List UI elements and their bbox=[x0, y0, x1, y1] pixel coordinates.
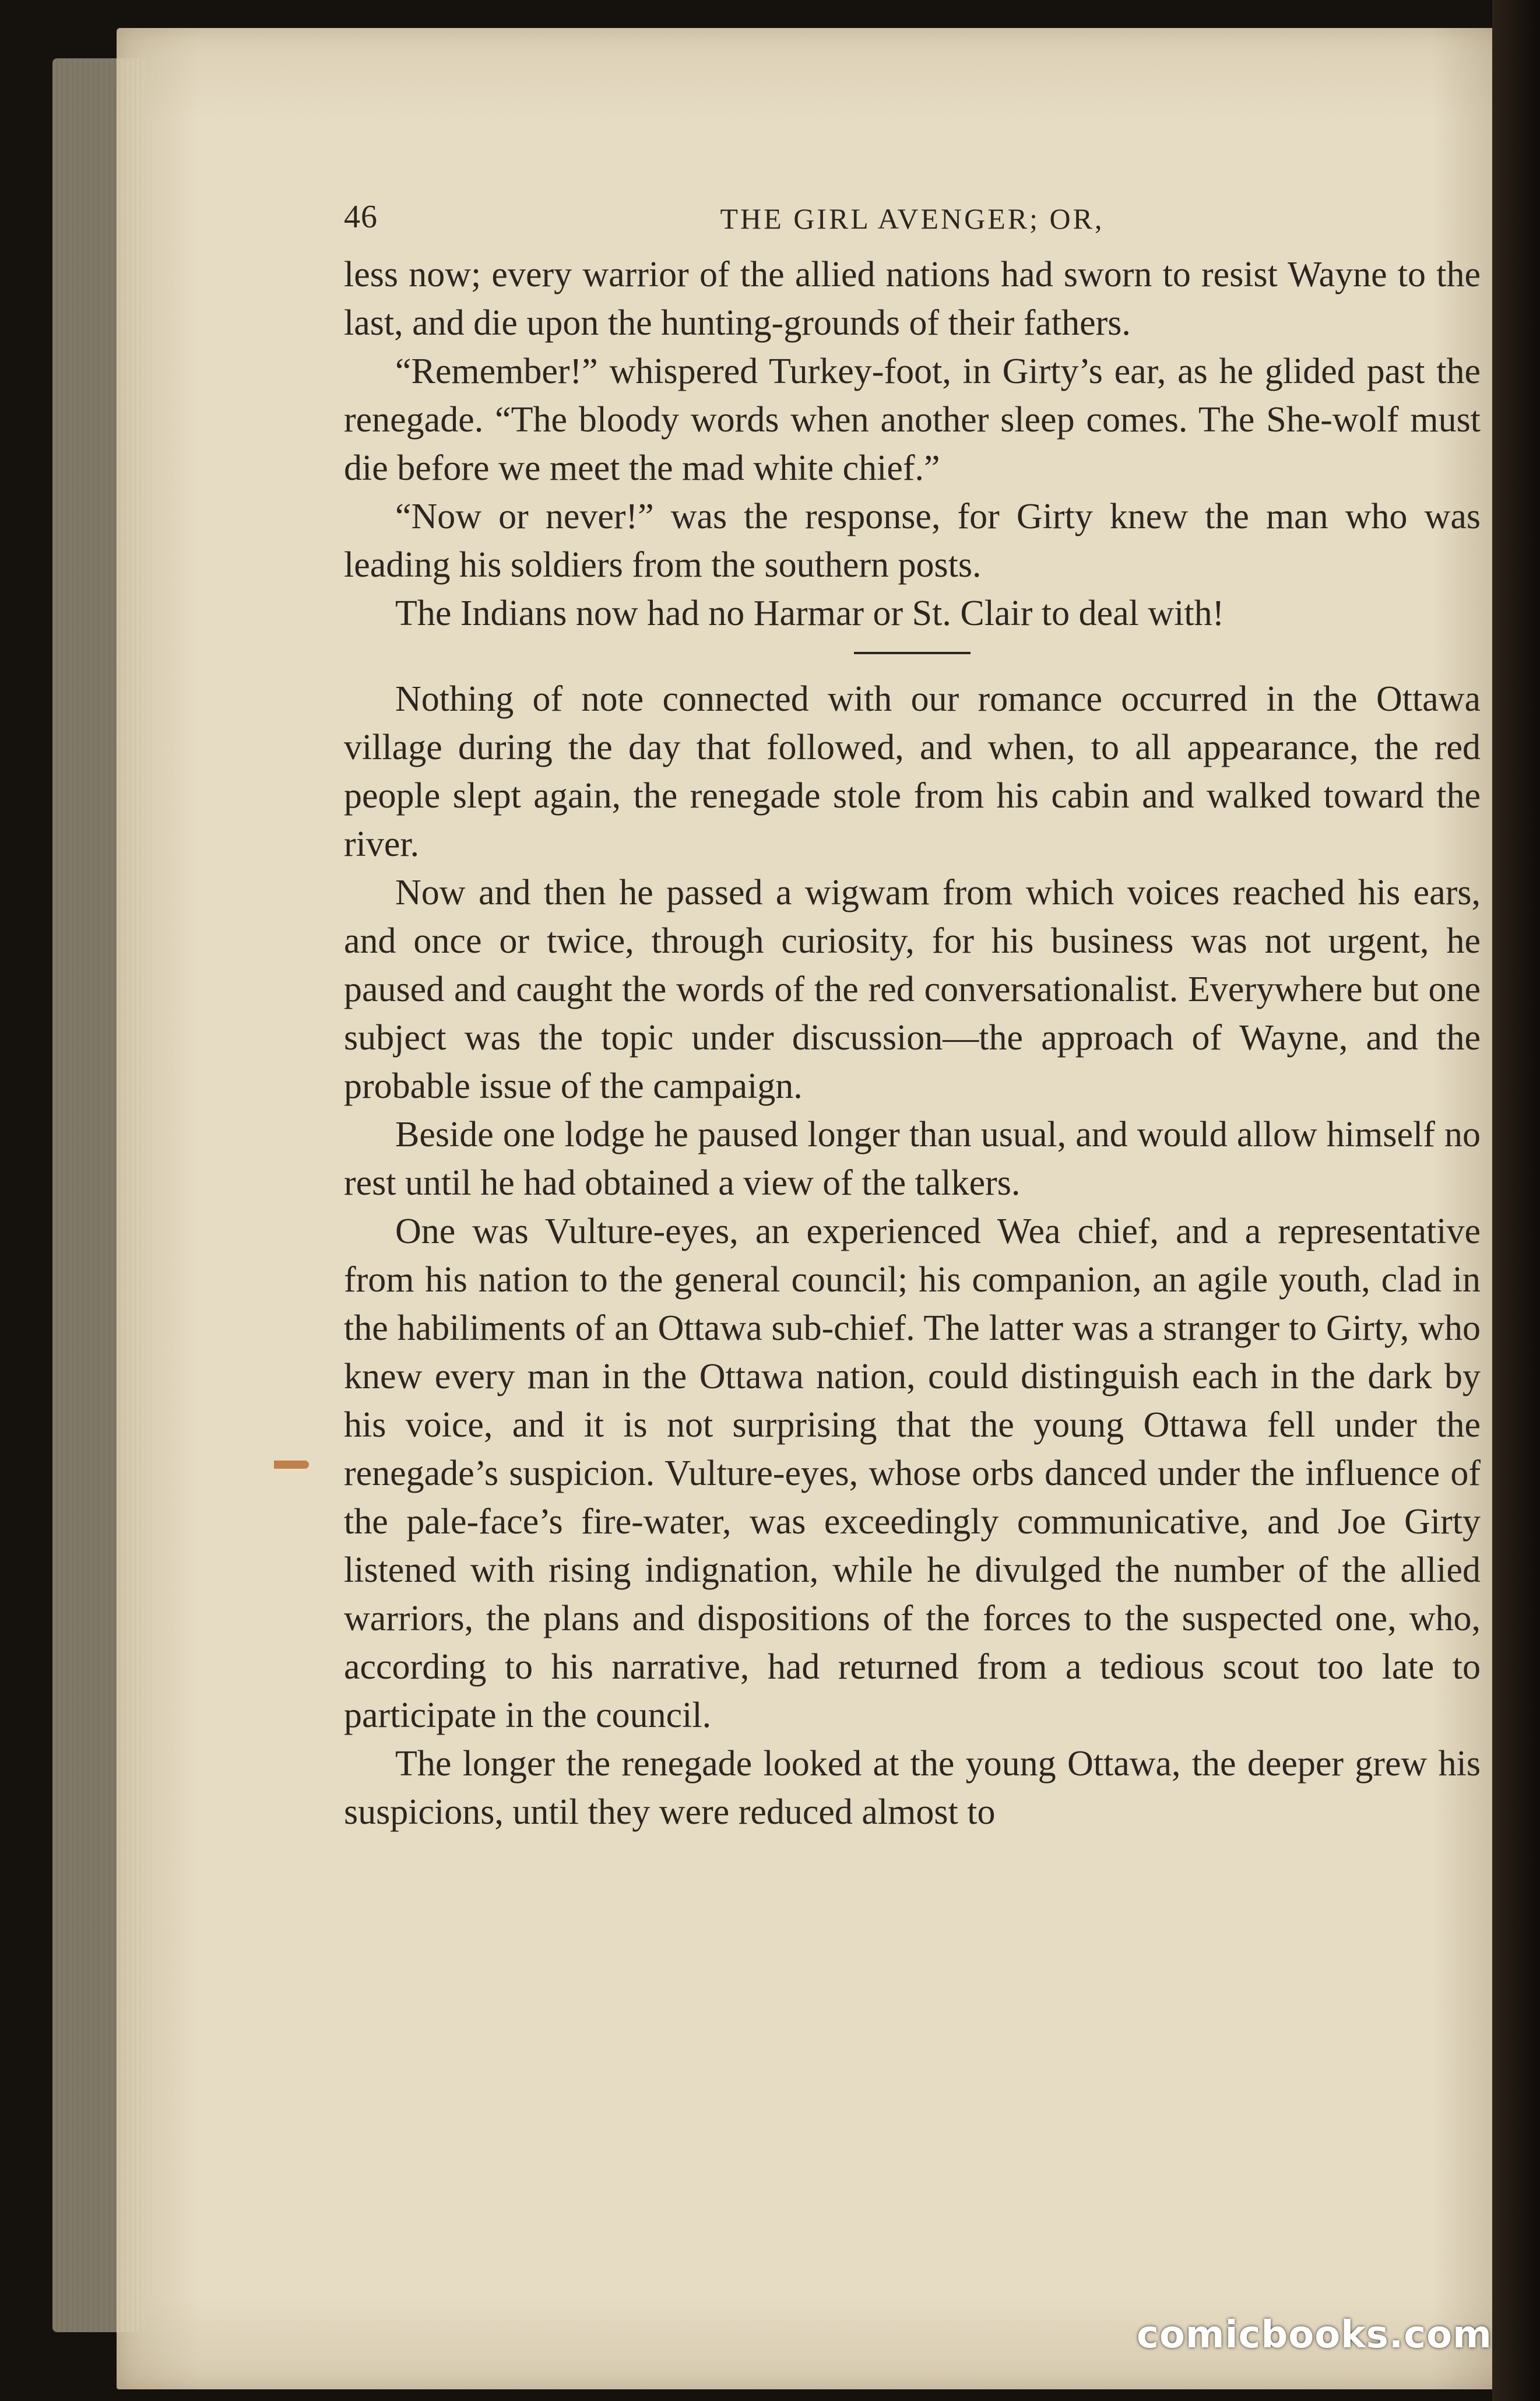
book-spine bbox=[1492, 0, 1540, 2401]
paragraph: “Now or never!” was the response, for Girty knew the man who was leading his soldiers from the southern posts. bbox=[344, 497, 1481, 585]
paragraph: “Remember!” whispered Turkey-foot, in Girty’s ear, as he glided past the renegade. “The bloody words when another sleep comes. The She-wolf must die before we meet the mad white chief.” bbox=[344, 352, 1481, 488]
paragraph: less now; every warrior of the allied nations had sworn to resist Wayne to the last, and die upon the hunting-grounds of their fathers. bbox=[344, 255, 1481, 343]
paragraph: One was Vulture-eyes, an experienced Wea chief, and a representative from his nation to the general council; his companion, an agile youth, clad in the habiliments of an Ottawa sub-chief. The latter was a stranger to Girty, who knew every man in the Ottawa nation, could distinguish each in the dark by his voice, and it is not surprising that the young Ottawa fell under the renegade’s suspicion. Vulture-eyes, whose orbs danced under the influence of the pale-face’s fire-water, was exceedingly communicative, and Joe Girty listened with rising indignation, while he divulged the number of the allied warriors, the plans and dispositions of the forces to the suspected one, who, according to his narrative, had returned from a tedious scout too late to participate in the council. bbox=[344, 1212, 1481, 1735]
page-header bbox=[344, 198, 1481, 251]
paragraph: The Indians now had no Harmar or St. Clair to deal with! bbox=[395, 594, 1225, 633]
paragraph: Now and then he passed a wigwam from which voices reached his ears, and once or twice, through curiosity, for his business was not urgent, he paused and caught the words of the red conversationalist. Everywhere but one subject was the topic under discussion—the approach of Wayne, and the probable issue of the campaign. bbox=[344, 873, 1481, 1106]
watermark: comicbooks.com bbox=[1137, 2314, 1492, 2357]
section-divider bbox=[854, 652, 971, 654]
paragraph: The longer the renegade looked at the young Ottawa, the deeper grew his suspicions, until they were reduced almost to bbox=[344, 1744, 1481, 1832]
margin-mark bbox=[274, 1461, 309, 1469]
body-text bbox=[344, 251, 1481, 1837]
running-head: THE GIRL AVENGER; OR, bbox=[720, 202, 1105, 235]
page-number: 46 bbox=[344, 199, 378, 235]
page-edges bbox=[52, 58, 146, 2332]
page-content bbox=[344, 198, 1481, 1837]
paragraph: Beside one lodge he paused longer than usual, and would allow himself no rest until he had obtained a view of the talkers. bbox=[344, 1115, 1481, 1203]
paragraph: Nothing of note connected with our romance occurred in the Ottawa village during the day that followed, and when, to all appearance, the red people slept again, the renegade stole from his cabin and walked toward the river. bbox=[344, 679, 1481, 864]
